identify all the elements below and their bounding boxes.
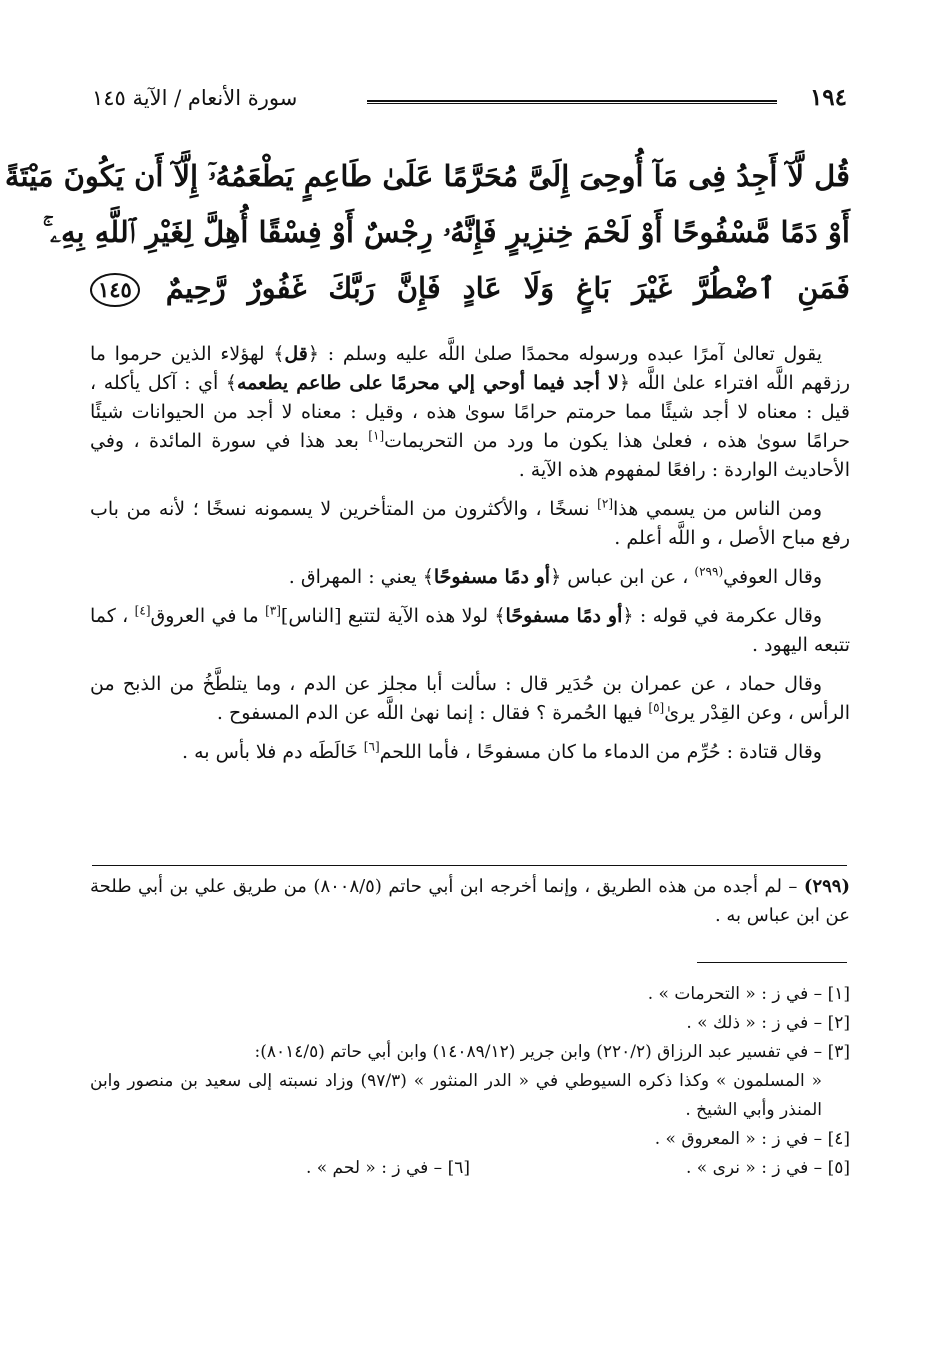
editor-note-3-continued: « المسلمون » وكذا ذكره السيوطي في « الدر المنثور » (٩٧/٣) وزاد نسبته إلى سعيد بن منصور وابن المنذر وأبي الشيخ . bbox=[90, 1071, 822, 1120]
footnote-marker[interactable]: [٦] bbox=[363, 739, 380, 754]
editor-note-4: [٤] – في ز : « المعروق » . bbox=[654, 1129, 850, 1149]
text-run: ﴾ لهؤلاء الذين حرموا ما رزقهم اللَّه افتراء علىٰ اللَّه ﴿ bbox=[90, 343, 850, 394]
quoted-phrase: أو دمًا مسفوحًا bbox=[433, 566, 551, 588]
editor-notes bbox=[90, 980, 850, 1183]
running-header bbox=[92, 84, 847, 120]
verse-line-1: قُل لَّآ أَجِدُ فِى مَآ أُوحِىَ إِلَىَّ مُحَرَّمًا عَلَىٰ طَاعِمٍ يَطْعَمُهُۥٓ إِلَّآ أَن يَكُونَ مَيْتَةً bbox=[4, 159, 850, 193]
text-run: ﴾ يعني : المهراق . bbox=[288, 566, 434, 588]
quoted-word: قل bbox=[284, 343, 308, 365]
quoted-phrase: أو دمًا مسفوحًا bbox=[505, 605, 623, 627]
text-run: ومن الناس من يسمي هذا bbox=[613, 498, 822, 520]
editor-note-5: [٥] – في ز : « نرى » . bbox=[686, 1158, 850, 1178]
editor-note-2: [٢] – في ز : « ذلك » . bbox=[686, 1013, 850, 1033]
quoted-phrase: لا أجد فيما أوحي إلي محرمًا على طاعم يطعمه bbox=[236, 372, 619, 394]
commentary-paragraph-4 bbox=[90, 602, 850, 660]
text-run: ، عن ابن عباس ﴿ bbox=[550, 566, 695, 588]
verse-line-3-text: فَمَنِ ٱضْطُرَّ غَيْرَ بَاغٍ وَلَا عَادٍ فَإِنَّ رَبَّكَ غَفُورٌ رَّحِيمٌ bbox=[165, 271, 850, 305]
text-run: وقال حماد ، عن عمران بن حُدَير قال : سألت أبا مجلز عن الدم ، وما يتلطَّخُ من الذبح من الرأس ، وعن القِدْر يرىٰ bbox=[90, 673, 850, 724]
text-run: وقال عكرمة في قوله : ﴿ bbox=[622, 605, 823, 627]
text-run: ﴾ لولا هذه الآية لتتبع [الناس] bbox=[280, 605, 506, 627]
text-run: فيها الحُمرة ؟ فقال : إنما نهىٰ اللَّه عن الدم المسفوح . bbox=[216, 702, 649, 724]
commentary bbox=[90, 340, 850, 777]
editor-notes-row bbox=[90, 1154, 850, 1183]
footnote-marker[interactable]: [٥] bbox=[648, 700, 665, 715]
text-run: ﴾ أي : آكل يأكله ، قيل : معناه لا أجد شيئًا مما حرمتم حرامًا سوىٰ هذه ، وقيل : معناه لا أجد من الحيوانات شيئًا حرامًا سوىٰ هذه ، فعلىٰ هذا يكون ما ورد من التحريمات bbox=[90, 372, 851, 452]
footnote-divider bbox=[92, 865, 847, 866]
editor-notes-divider bbox=[697, 962, 847, 963]
quran-verse bbox=[4, 148, 850, 316]
text-run: ، كما تتبعه اليهود . bbox=[90, 605, 850, 656]
footnote-marker[interactable]: [١] bbox=[368, 428, 385, 443]
commentary-paragraph-6 bbox=[90, 738, 850, 767]
text-run: وقال العوفي bbox=[723, 566, 822, 588]
text-run: يقول تعالىٰ آمرًا عبده ورسوله محمدًا صلىٰ اللَّه عليه وسلم : ﴿ bbox=[307, 343, 822, 365]
header-rule bbox=[367, 100, 777, 104]
footnote-marker[interactable]: [٤] bbox=[134, 603, 151, 618]
editor-note-6: [٦] – في ز : « لحم » . bbox=[305, 1158, 470, 1178]
footnote-number: (٢٩٩) bbox=[803, 876, 850, 897]
page-number: ١٩٤ bbox=[809, 84, 847, 111]
verse-line-3 bbox=[90, 260, 850, 316]
ayah-number-marker: ١٤٥ bbox=[90, 273, 140, 307]
verse-line-2: أَوْ دَمًا مَّسْفُوحًا أَوْ لَحْمَ خِنزِيرٍ فَإِنَّهُۥ رِجْسٌ أَوْ فِسْقًا أُهِلَّ لِغَيْرِ ٱللَّهِ بِهِۦ ۚ bbox=[42, 215, 850, 249]
editor-note-3: [٣] – في تفسير عبد الرزاق (٢٢٠/٢) وابن جرير (١٤٠٨٩/١٢) وابن أبي حاتم (٨٠١٤/٥): bbox=[254, 1042, 850, 1062]
hadith-footnote bbox=[90, 872, 850, 930]
text-run: نسخًا ، والأكثرون من المتأخرين لا يسمونه نسخًا ؛ لأنه من باب رفع مباح الأصل ، و اللَّه أعلم . bbox=[90, 498, 850, 549]
text-run: خَالَطَه دم فلا بأس به . bbox=[182, 741, 364, 763]
editor-note-1: [١] – في ز : « التحرمات » . bbox=[647, 984, 850, 1004]
footnote-marker[interactable]: (٢٩٩) bbox=[694, 564, 724, 579]
surah-title: سورة الأنعام / الآية ١٤٥ bbox=[92, 86, 298, 110]
text-run: بعد هذا في سورة المائدة ، وفي الأحاديث الواردة : رافعًا لمفهوم هذه الآية . bbox=[90, 430, 850, 481]
text-run: وقال قتادة : حُرِّم من الدماء ما كان مسفوحًا ، فأما اللحم bbox=[379, 741, 822, 763]
footnote-body: – لم أجده من هذه الطريق ، وإنما أخرجه ابن أبي حاتم (٨٠٠٨/٥) من طريق علي بن أبي طلحة عن ابن عباس به . bbox=[90, 876, 850, 926]
commentary-paragraph-3 bbox=[90, 563, 850, 592]
hadith-footnote-text bbox=[90, 872, 850, 930]
footnote-marker[interactable]: [٣] bbox=[265, 603, 281, 618]
text-run: ما في العروق bbox=[150, 605, 266, 627]
footnote-marker[interactable]: [٢] bbox=[597, 496, 613, 511]
commentary-paragraph-5 bbox=[90, 670, 850, 728]
commentary-paragraph-2 bbox=[90, 495, 850, 553]
commentary-paragraph-1 bbox=[90, 340, 850, 485]
